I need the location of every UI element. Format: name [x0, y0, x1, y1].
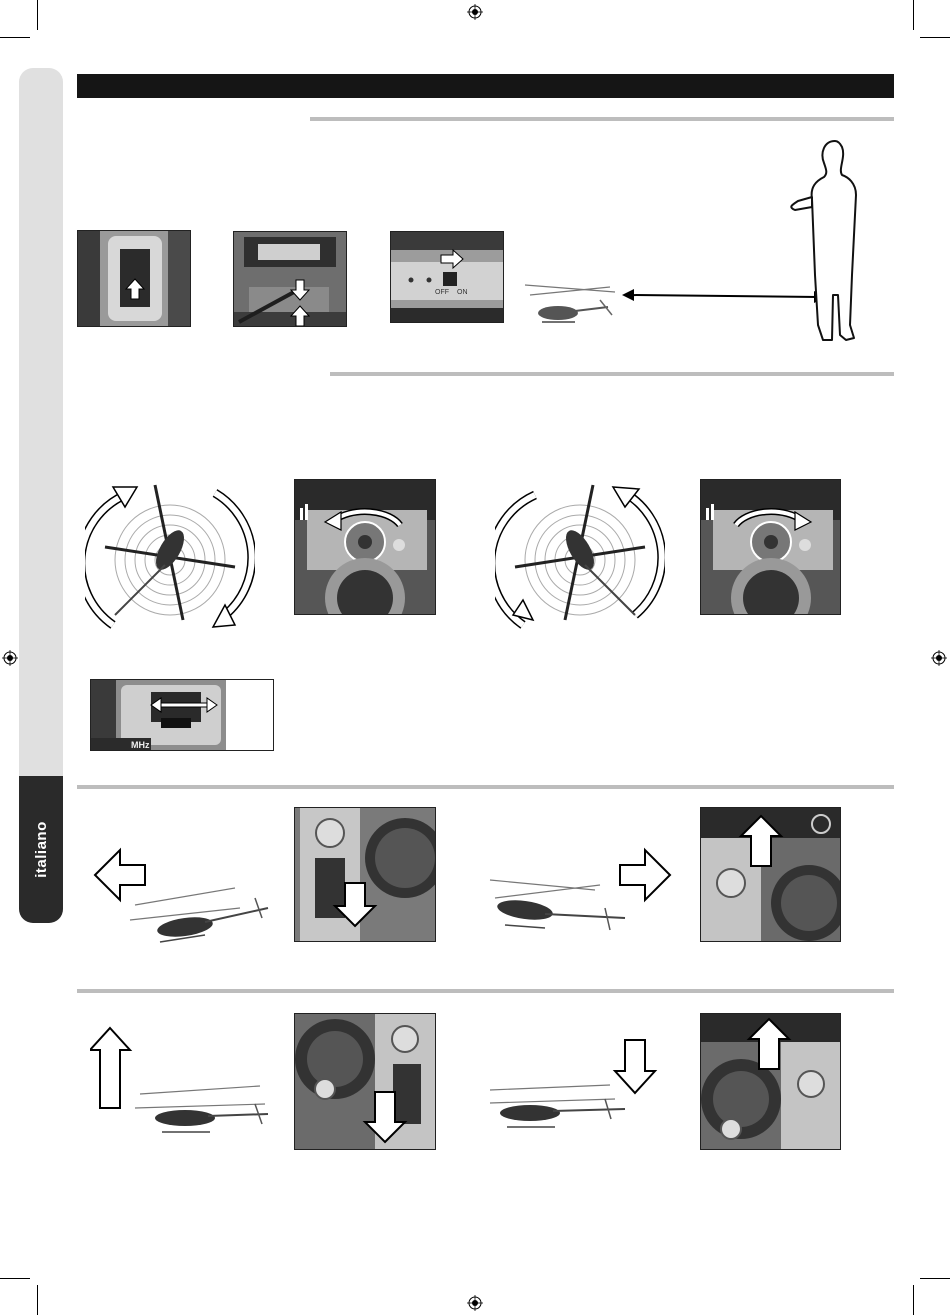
crop-mark-top-right-v — [913, 0, 914, 30]
helicopter-icon — [525, 285, 615, 322]
switch-label-off: OFF — [435, 289, 449, 296]
photo-battery-switch — [77, 230, 191, 327]
section-rule-trim — [330, 372, 894, 376]
photo-channel-switch — [90, 679, 274, 751]
photo-power-switch — [390, 231, 504, 323]
photo-trim-knob-right — [700, 479, 841, 615]
helicopter-rotate-right-illustration — [495, 475, 665, 640]
photo-power-connector — [233, 231, 347, 327]
photo-throttle-down — [294, 1013, 436, 1150]
crop-mark-bottom-left-v — [37, 1285, 38, 1315]
crop-mark-bottom-right-v — [913, 1285, 914, 1315]
crop-mark-bottom-right-h — [920, 1278, 950, 1279]
header-bar — [77, 74, 894, 98]
registration-mark-icon — [931, 650, 947, 666]
registration-mark-icon — [467, 1295, 483, 1311]
trim-label: MHz — [131, 740, 150, 750]
helicopter-distance-illustration — [520, 135, 870, 345]
language-label: italiano — [32, 821, 50, 878]
section-rule-up-down — [77, 989, 894, 993]
crop-mark-bottom-left-h — [0, 1278, 30, 1279]
helicopter-up-illustration — [90, 1020, 290, 1150]
section-rule-forward-back — [77, 785, 894, 789]
helicopter-forward-illustration — [90, 830, 290, 965]
helicopter-backward-illustration — [485, 830, 685, 965]
language-tab-label-wrap — [19, 776, 63, 923]
registration-mark-icon — [2, 650, 18, 666]
photo-stick-push-forward — [700, 807, 841, 942]
registration-mark-icon — [467, 4, 483, 20]
photo-stick-pull-back — [294, 807, 436, 942]
helicopter-rotate-left-illustration — [85, 475, 255, 640]
section-rule-setup — [310, 117, 894, 121]
photo-throttle-up — [700, 1013, 841, 1150]
crop-mark-top-left-v — [37, 0, 38, 30]
photo-trim-knob-left — [294, 479, 436, 615]
helicopter-down-illustration — [485, 1035, 685, 1155]
switch-label-on: ON — [457, 289, 468, 296]
crop-mark-top-left-h — [0, 37, 30, 38]
crop-mark-top-right-h — [920, 37, 950, 38]
